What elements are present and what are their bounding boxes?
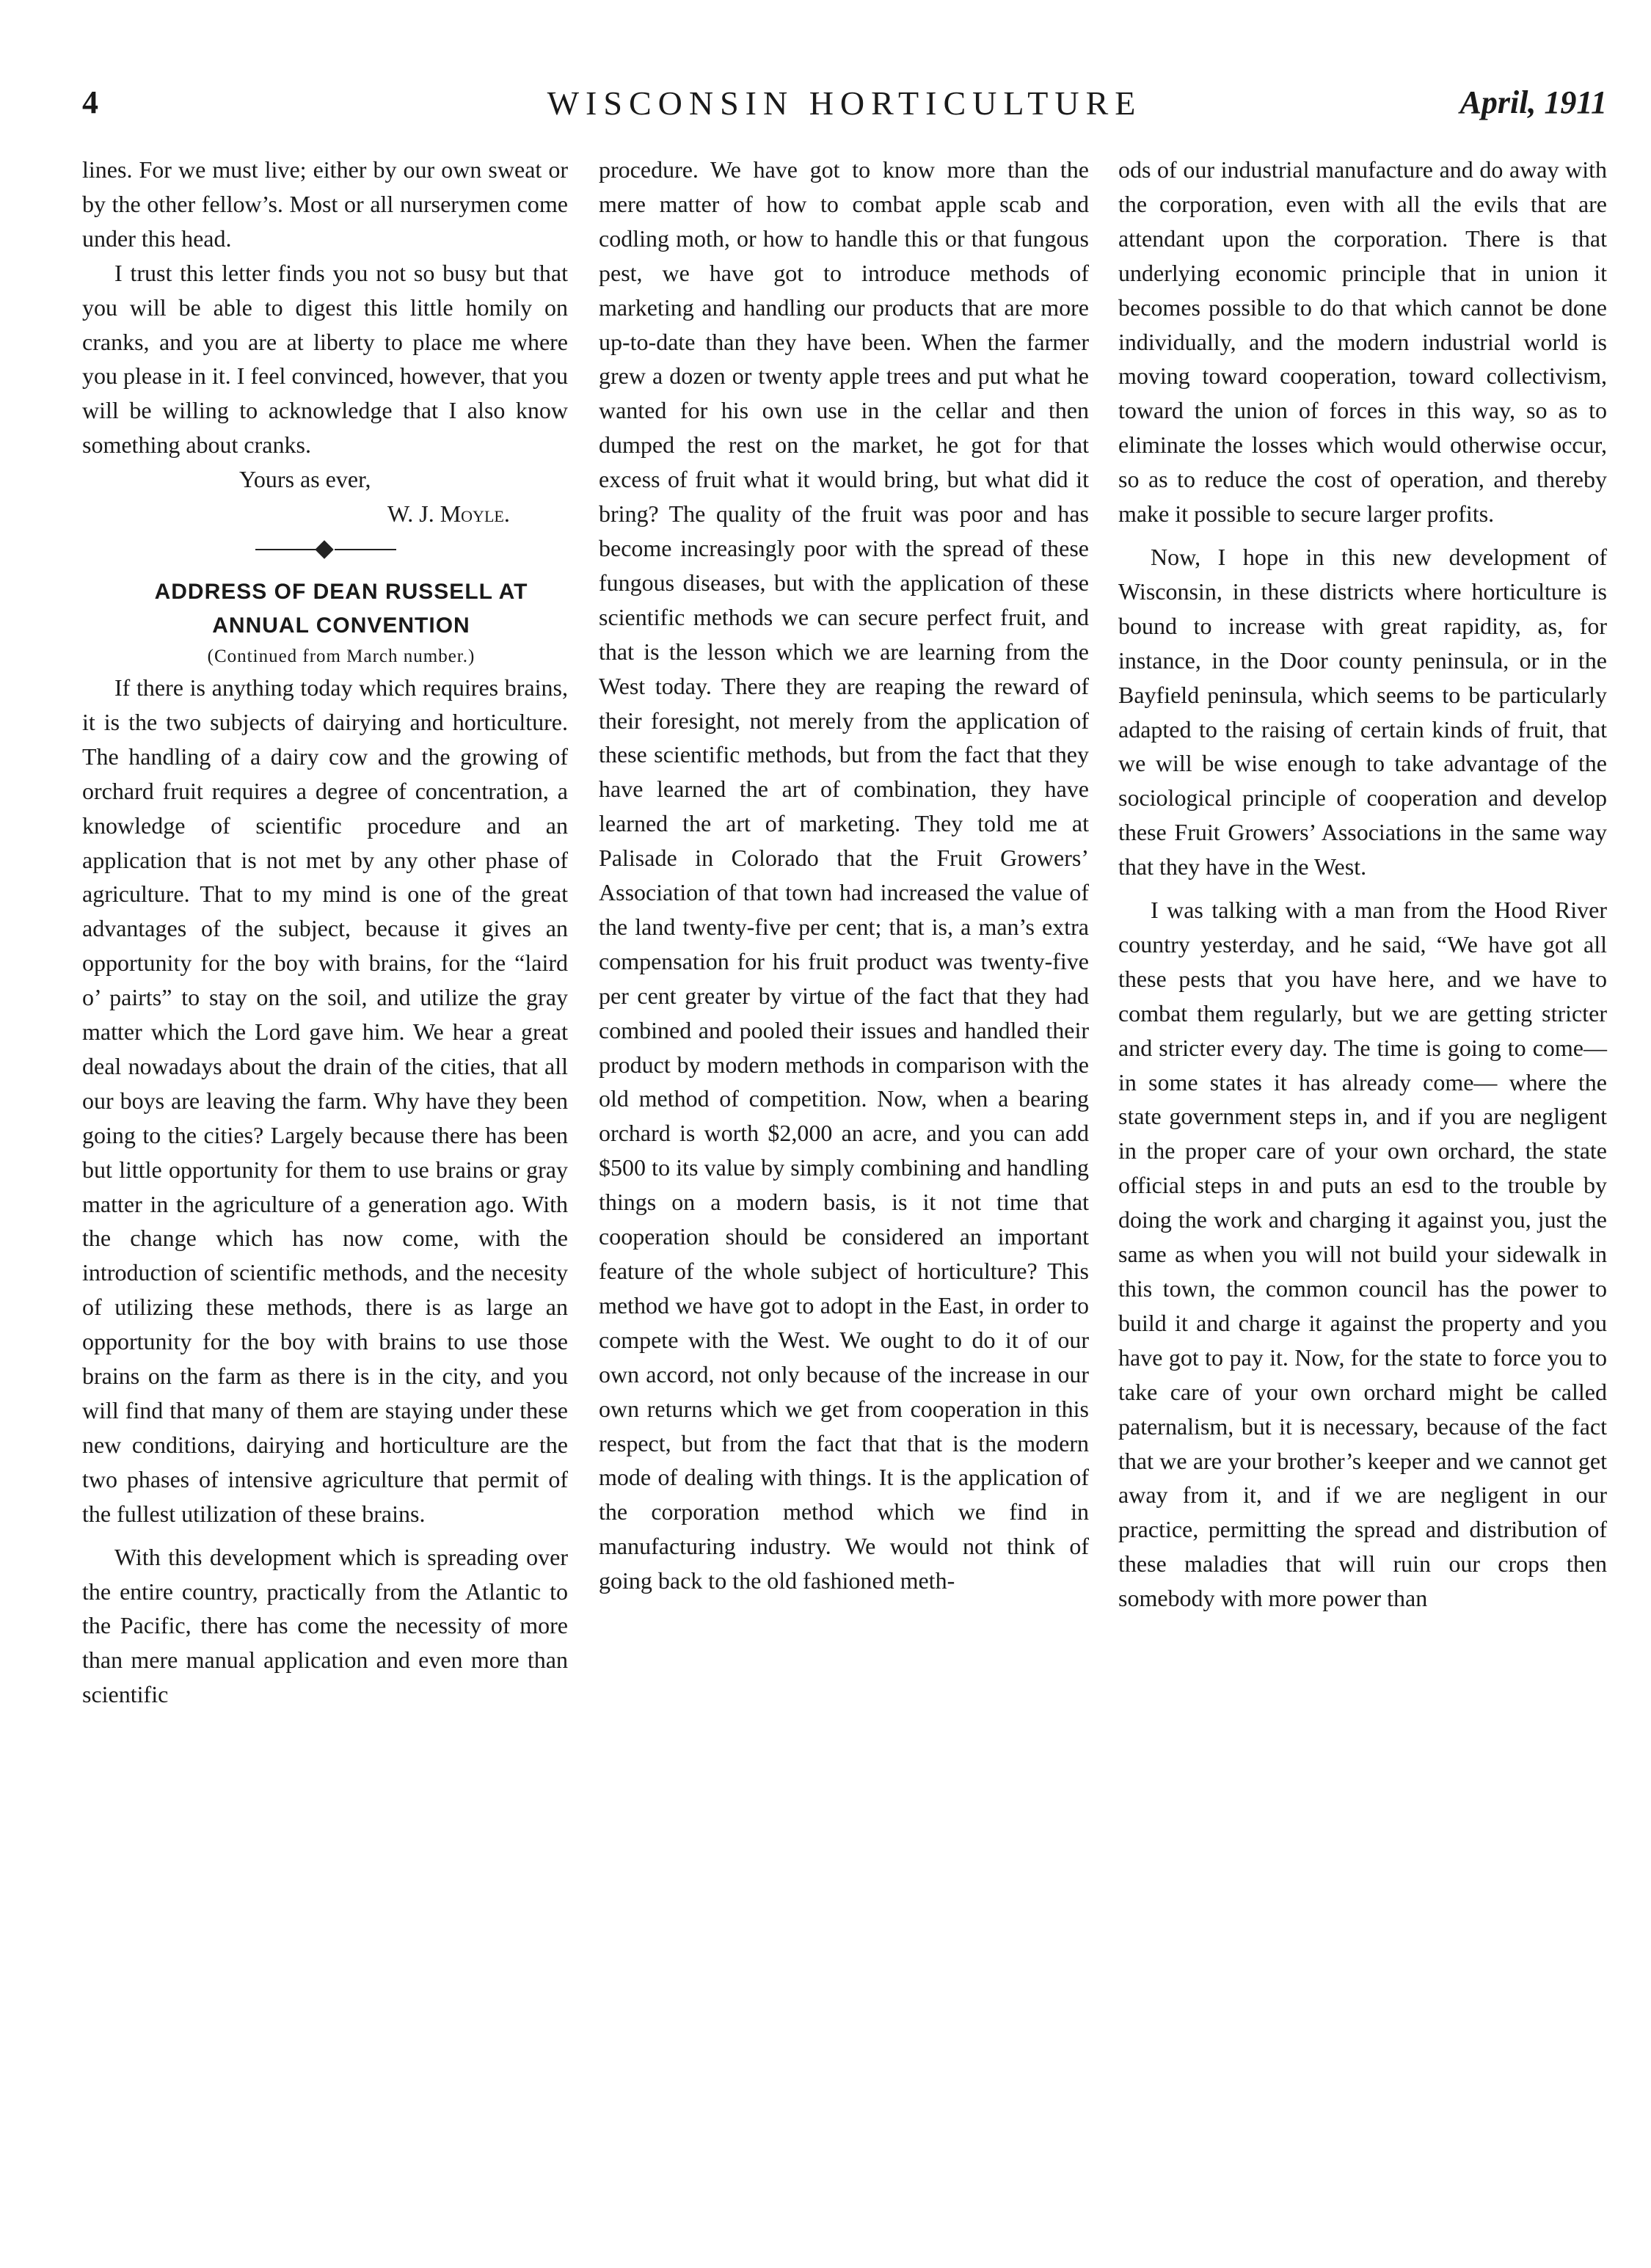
article-paragraph: procedure. We have got to know more than the mere matter of how to combat apple scab and codling moth, or how to handle this or that fungous pest, we have got to introduce methods of marketing and handling our products that are more up-to-date than they have been. When the farmer grew a dozen or twenty apple trees and put what he wanted for his own use in the cellar and then dumped the rest on the market, he got for that excess of fruit what it would bring, but what did it bring? The quality of the fruit was poor and has become increasingly poor with the spread of these fungous diseases, but with the application of these scientific methods we can secure perfect fruit, and that is the lesson which we are learning from the West today. There they are reaping the reward of their foresight, not merely from the application of these scientific methods, but from the fact that they have learned the art of combination, they have learned the art of marketing. They told me at Palisade in Colorado that the Fruit Growers’ Association of that town had increased the value of the land twenty-five per cent; that is, a man’s extra compensation for his fruit product was twenty-five per cent greater by virtue of the fact that they had combined and pooled their issues and handled their product by modern methods in comparison with the old method of competition. Now, when a bearing orchard is worth $2,000 an acre, and you can add $500 to its value by simply combining and handling things on a modern basis, is it not time that cooperation should be considered an important feature of the whole subject of horticulture? This method we have got to adopt in the East, in order to compete with the West. We ought to do it of our own accord, not only because of the increase in our own returns which we get from cooperation in this respect, but from the fact that that is the modern mode of dealing with things. It is the application of the corporation method which we find in manufacturing industry. We would not think of going back to the old fashioned meth- — [599, 156, 1089, 1594]
column-2 — [599, 153, 1089, 1598]
column-1 — [82, 153, 568, 1712]
article-paragraph: With this development which is spreading over the entire country, practically from the Atlantic to the Pacific, there has come the necessity of more than mere manual application and even more than scientific — [82, 1543, 568, 1708]
article-heading-line-2: ANNUAL CONVENTION — [212, 613, 470, 638]
divider-diamond-ornament — [315, 540, 333, 558]
divider-rule-left — [255, 549, 317, 550]
section-divider — [82, 536, 568, 565]
letter-paragraph: I trust this letter finds you not so busy but that you will be able to digest this little homily on cranks, and you are at liberty to place me where you please in it. I feel convinced, however, that you will be willing to acknowledge that I also know something about cranks. — [82, 259, 568, 459]
page-header — [82, 79, 1607, 131]
issue-date: April, 1911 — [1459, 84, 1607, 120]
article-paragraph: I was talking with a man from the Hood River country yesterday, and he said, “We have got all these pests that you have here, and we have to combat them regularly, but we are getting stricter and stricter every day. The time is going to come— in some states it has already come— where the state government steps in, and if you are negligent in the proper care of your own orchard, the state official steps in and puts an esd to the trouble by doing the work and charging it against you, just the same as when you will not build your sidewalk in this town, the common council has the power to build it and charge it against the property and you have got to pay it. Now, for the state to force you to take care of your own orchard might be called paternalism, but it is necessary, because of the fact that we are your brother’s keeper and we cannot get away from it, and if we are negligent in our practice, permitting the spread and distribution of these maladies that will ruin our crops then somebody with more power than — [1118, 897, 1607, 1612]
journal-title: WISCONSIN HORTICULTURE — [547, 84, 1142, 122]
page-number: 4 — [82, 84, 98, 120]
letter-paragraph: lines. For we must live; either by our own sweat or by the other fellow’s. Most or all nurserymen come under this head. — [82, 156, 568, 252]
article-paragraph: If there is anything today which requires brains, it is the two subjects of dairying and horticulture. The handling of a dairy cow and the growing of orchard fruit requires a degree of concentration, a knowledge of scientific procedure and an application that is not met by any other phase of agriculture. That to my mind is one of the great advantages of the subject, because it gives an opportunity for the boy with brains, for the “laird o’ pairts” to stay on the soil, and utilize the gray matter which the Lord gave him. We hear a great deal nowadays about the drain of the cities, that all our boys are leaving the farm. Why have they been going to the cities? Largely because there has been but little opportunity for them to use brains or gray matter in the agriculture of a generation ago. With the change which has now come, with the introduction of scientific methods, and the necesity of utilizing these methods, there is as large an opportunity for the boy with brains to use those brains on the farm as there is in the city, and you will find that many of them are staying under these new conditions, dairying and horticulture are the two phases of intensive agriculture that permit of the fullest utilization of these brains. — [82, 674, 568, 1527]
letter-signature: W. J. Moyle. — [387, 500, 510, 528]
divider-rule-right — [335, 549, 396, 550]
article-subheading: (Continued from March number.) — [207, 646, 475, 666]
column-3 — [1118, 153, 1607, 1616]
article-paragraph: ods of our industrial manufacture and do away with the corporation, even with all the evils that are attendant upon the corporation. There is that underlying economic principle that in union it becomes possible to do that which cannot be done individually, and the modern industrial world is moving toward cooperation, toward collectivism, toward the union of forces in this way, so as to eliminate the losses which would otherwise occur, so as to reduce the cost of operation, and thereby make it possible to secure larger profits. — [1118, 156, 1607, 528]
letter-closing: Yours as ever, — [239, 466, 371, 493]
article-heading-line-1: ADDRESS OF DEAN RUSSELL AT — [154, 579, 528, 604]
article-paragraph: Now, I hope in this new development of Wisconsin, in these districts where horticulture is bound to increase with great rapidity, as, for instance, in the Door county peninsula, or in the Bayfield peninsula, which seems to be particularly adapted to the raising of certain kinds of fruit, that we will be wise enough to take advantage of the sociological principle of cooperation and develop these Fruit Growers’ Associations in the same way that they have in the West. — [1118, 543, 1607, 880]
